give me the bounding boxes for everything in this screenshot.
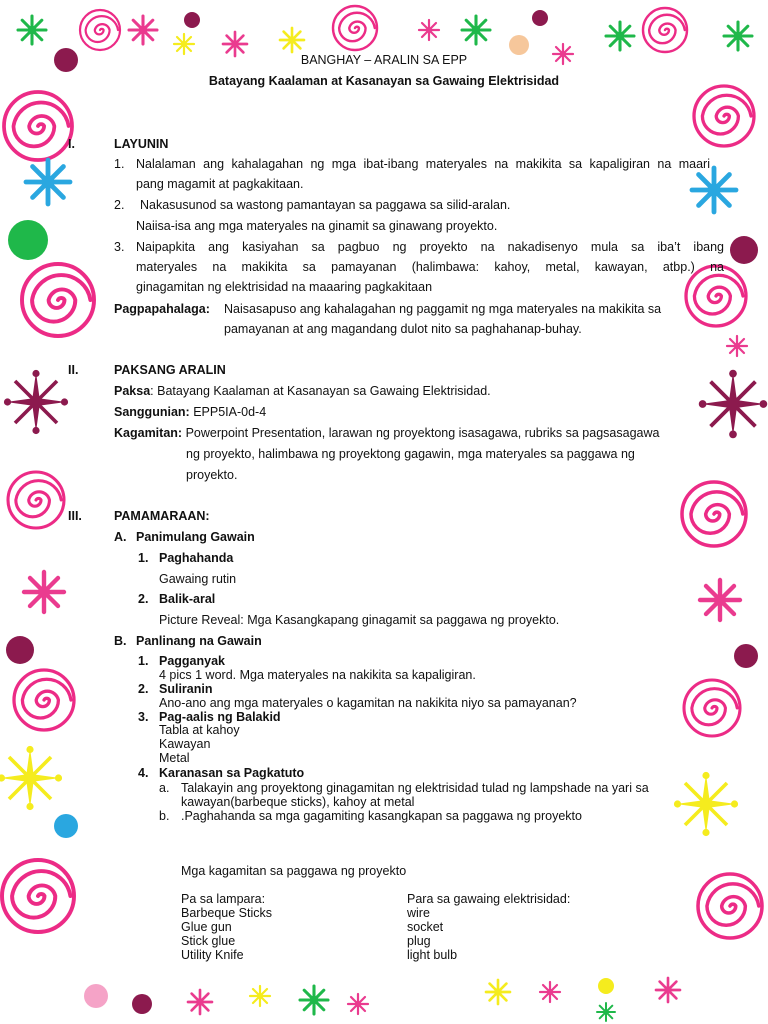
lampara-item: Barbeque Sticks xyxy=(181,906,273,920)
step-title: Pag-aalis ng Balakid xyxy=(159,710,281,724)
spiral-swirl-icon xyxy=(694,86,754,146)
objective-text: Naiisa-isa ang mga materyales na ginamit sa ginawang proyekto. xyxy=(136,219,498,233)
objective-text: Nalalaman ang kahalagahan ng mga ibat-ibang materyales na makikita sa kapaligiran na maari xyxy=(136,157,710,171)
sparkle-star-icon xyxy=(300,986,328,1014)
subsection-a-label: A. xyxy=(114,530,127,544)
step-text: Ano-ano ang mga materyales o kagamitan na nakikita niyo sa pamayanan? xyxy=(159,696,577,710)
lampara-title: Pa sa lampara: xyxy=(181,892,266,906)
section3-number: III. xyxy=(68,509,82,523)
objective-text: ginagamitan ng elektrisidad na maaaring pagkakitaan xyxy=(136,280,433,294)
list-item: Kawayan xyxy=(159,737,211,751)
elektrisidad-title: Para sa gawaing elektrisidad: xyxy=(407,892,571,906)
sparkle-star-icon xyxy=(674,772,738,836)
substep-label: a. xyxy=(159,781,170,795)
step-text: 4 pics 1 word. Mga materyales na nakikita sa kapaligiran. xyxy=(159,668,476,682)
dot-icon xyxy=(734,644,758,668)
dot-icon xyxy=(730,236,758,264)
kagamitan-value: Powerpoint Presentation, larawan ng proyektong isasagawa, rubriks sa pagsasagawa xyxy=(185,426,660,440)
subsection-a-title: Panimulang Gawain xyxy=(136,530,255,544)
dot-icon xyxy=(8,220,48,260)
sparkle-star-icon xyxy=(486,980,510,1004)
step-number: 2. xyxy=(138,592,149,606)
sanggunian-line xyxy=(114,405,266,420)
lampara-item: Utility Knife xyxy=(181,948,244,962)
sparkle-star-icon xyxy=(280,28,304,52)
pagpapahalaga-label: Pagpapahalaga: xyxy=(114,302,210,316)
dot-icon xyxy=(84,984,108,1008)
elektrisidad-item: plug xyxy=(407,934,431,948)
substep-label: b. xyxy=(159,809,170,823)
step-number: 4. xyxy=(138,766,149,780)
pagpapahalaga-text: Naisasapuso ang kahalagahan ng paggamit ng mga materyales na makikita sa xyxy=(224,302,662,316)
paksa-value: : Batayang Kaalaman at Kasanayan sa Gawaing Elektrisidad. xyxy=(150,384,491,398)
pagpapahalaga-text: pamayanan at ang magandang dulot nito sa paghahanap-buhay. xyxy=(224,322,582,336)
step-number: 1. xyxy=(138,654,149,668)
sparkle-star-icon xyxy=(348,994,368,1014)
sparkle-star-icon xyxy=(540,982,560,1002)
sparkle-star-icon xyxy=(0,746,62,810)
lampara-item: Stick glue xyxy=(181,934,236,948)
sanggunian-value: EPP5IA-0d-4 xyxy=(193,405,267,419)
dot-icon xyxy=(54,814,78,838)
objective-number: 1. xyxy=(114,157,125,171)
step-title: Paghahanda xyxy=(159,551,234,565)
paksa-line xyxy=(114,384,491,399)
sparkle-star-icon xyxy=(462,16,490,44)
dot-icon xyxy=(6,636,34,664)
spiral-swirl-icon xyxy=(80,10,120,50)
section3-heading: PAMAMARAAN: xyxy=(114,509,210,523)
spiral-swirl-icon xyxy=(8,472,64,528)
lampara-item: Glue gun xyxy=(181,920,232,934)
step-title: Pagganyak xyxy=(159,654,226,668)
sparkle-star-icon xyxy=(250,986,270,1006)
objective-text: pang magamit at pagkakitaan. xyxy=(136,177,304,191)
spiral-swirl-icon xyxy=(4,92,72,160)
objective-text: materyales na makikita sa pamayanan (halimbawa: kahoy, metal, kawayan, atbp.) na xyxy=(136,260,724,274)
sparkle-star-icon xyxy=(419,20,439,40)
sparkle-star-icon xyxy=(26,160,70,204)
spiral-swirl-icon xyxy=(333,6,377,50)
sparkle-star-icon xyxy=(606,22,634,50)
dot-icon xyxy=(184,12,200,28)
section2-number: II. xyxy=(68,363,79,377)
sparkle-star-icon xyxy=(700,580,740,620)
elektrisidad-item: light bulb xyxy=(407,948,458,962)
sparkle-star-icon xyxy=(727,336,747,356)
sparkle-star-icon xyxy=(656,978,680,1002)
sparkle-star-icon xyxy=(129,16,157,44)
step-title: Suliranin xyxy=(159,682,213,696)
subsection-b-title: Panlinang na Gawain xyxy=(136,634,262,648)
sparkle-star-icon xyxy=(699,370,767,438)
dot-icon xyxy=(598,978,614,994)
step-text: Gawaing rutin xyxy=(159,572,237,586)
dot-icon xyxy=(532,10,548,26)
kagamitan-line xyxy=(114,426,659,441)
sparkle-star-icon xyxy=(4,370,68,434)
dot-icon xyxy=(132,994,152,1014)
spiral-swirl-icon xyxy=(686,266,746,326)
kagamitan-value: proyekto. xyxy=(186,468,238,482)
objective-text: Nakasusunod sa wastong pamantayan sa paggawa sa silid-aralan. xyxy=(140,198,511,212)
sparkle-star-icon xyxy=(597,1003,615,1021)
section2-heading: PAKSANG ARALIN xyxy=(114,363,226,377)
spiral-swirl-icon xyxy=(643,8,687,52)
step-title: Balik-aral xyxy=(159,592,216,606)
subsection-b-label: B. xyxy=(114,634,127,648)
sparkle-star-icon xyxy=(174,34,194,54)
objective-number: 2. xyxy=(114,198,125,212)
step-number: 3. xyxy=(138,710,149,724)
sanggunian-label: Sanggunian: xyxy=(114,405,190,419)
list-item: Tabla at kahoy xyxy=(159,723,240,737)
materials-title: Mga kagamitan sa paggawa ng proyekto xyxy=(181,864,407,878)
section1-number: I. xyxy=(68,137,75,151)
step-number: 2. xyxy=(138,682,149,696)
dot-icon xyxy=(509,35,529,55)
step-title: Karanasan sa Pagkatuto xyxy=(159,766,305,780)
spiral-swirl-icon xyxy=(22,264,94,336)
sparkle-star-icon xyxy=(24,572,64,612)
step-text: Picture Reveal: Mga Kasangkapang ginagamit sa paggawa ng proyekto. xyxy=(159,613,560,627)
sparkle-star-icon xyxy=(724,22,752,50)
spiral-swirl-icon xyxy=(682,482,746,546)
document-title: BANGHAY – ARALIN SA EPP xyxy=(300,53,468,67)
kagamitan-label: Kagamitan: xyxy=(114,426,183,440)
sparkle-star-icon xyxy=(18,16,46,44)
objective-number: 3. xyxy=(114,240,125,254)
spiral-swirl-icon xyxy=(14,670,74,730)
substep-text: kawayan(barbeque sticks), kahoy at metal xyxy=(181,795,415,809)
paksa-label: Paksa xyxy=(114,384,151,398)
spiral-swirl-icon xyxy=(684,680,740,736)
list-item: Metal xyxy=(159,751,190,765)
spiral-swirl-icon xyxy=(698,874,762,938)
elektrisidad-item: socket xyxy=(407,920,444,934)
sparkle-star-icon xyxy=(188,990,212,1014)
section1-heading: LAYUNIN xyxy=(114,137,169,151)
spiral-swirl-icon xyxy=(2,860,74,932)
objective-text: Naipapkita ang kasiyahan sa pagbuo ng proyekto na nakadisenyo mula sa iba’t ibang xyxy=(136,240,724,254)
substep-text: Talakayin ang proyektong ginagamitan ng elektrisidad tulad ng lampshade na yari sa xyxy=(181,781,649,795)
sparkle-star-icon xyxy=(692,168,736,212)
substep-text: .Paghahanda sa mga gagamiting kasangkapan sa paggawa ng proyekto xyxy=(181,809,582,823)
step-number: 1. xyxy=(138,551,149,565)
elektrisidad-item: wire xyxy=(407,906,430,920)
document-subtitle: Batayang Kaalaman at Kasanayan sa Gawaing Elektrisidad xyxy=(208,74,560,88)
kagamitan-value: ng proyekto, halimbawa ng proyektong gagawin, mga materyales sa paggawa ng xyxy=(186,447,635,461)
